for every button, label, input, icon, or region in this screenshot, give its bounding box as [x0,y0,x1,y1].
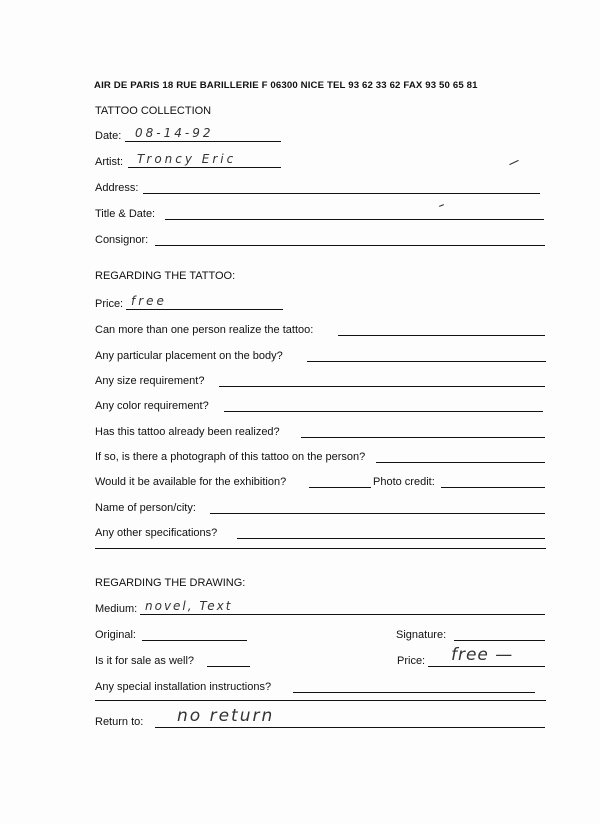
size-label: Any size requirement? [95,375,205,387]
address-label: Address: [95,182,139,194]
other-specs-label: Any other specifications? [95,527,218,539]
drawing-heading: REGARDING THE DRAWING: [95,577,246,589]
drawing-price-value: free — [451,645,514,665]
color-row [95,398,543,414]
tattoo-price-value: free [131,294,167,308]
title-date-field[interactable] [165,219,544,220]
date-value: 08-14-92 [135,126,214,140]
installation-field[interactable] [293,692,535,693]
drawing-price-label: Price: [397,655,426,667]
photograph-field[interactable] [376,462,545,463]
photograph-row [95,449,545,465]
installation-extra-line[interactable] [95,700,546,701]
consignor-label: Consignor: [95,234,149,246]
address-row [95,180,540,196]
photo-credit-field[interactable] [441,487,545,488]
gallery-header: AIR DE PARIS 18 RUE BARILLERIE F 06300 NICE TEL 93 62 33 62 FAX 93 50 65 81 [94,80,478,91]
placement-field[interactable] [307,361,546,362]
photograph-label: If so, is there a photograph of this tattoo on the person? [95,451,366,463]
title-date-row [95,206,544,222]
more-than-one-field[interactable] [338,335,545,336]
title-date-label: Title & Date: [95,208,156,220]
artist-value: Troncy Eric [137,152,237,166]
medium-row [95,601,545,617]
other-specs-row [95,525,545,541]
color-label: Any color requirement? [95,400,209,412]
tattoo-price-row [95,296,285,312]
for-sale-label: Is it for sale as well? [95,655,195,667]
realized-row [95,424,545,440]
placement-row [95,348,546,364]
for-sale-row [95,645,547,669]
form-title: TATTOO COLLECTION [95,105,212,117]
return-to-label: Return to: [95,716,144,728]
signature-field[interactable] [454,640,545,641]
date-row [95,128,285,144]
original-field[interactable] [142,640,247,641]
drawing-price-field[interactable] [428,666,545,667]
original-row [95,627,545,643]
other-specs-field[interactable] [237,538,545,539]
placement-label: Any particular placement on the body? [95,350,283,362]
medium-field[interactable] [140,614,545,615]
more-than-one-label: Can more than one person realize the tattoo: [95,324,314,336]
artist-row [95,154,285,170]
color-field[interactable] [224,411,543,412]
realized-field[interactable] [301,437,545,438]
other-specs-extra-line[interactable] [95,548,546,549]
original-label: Original: [95,629,136,641]
return-to-field[interactable] [155,727,545,728]
installation-label: Any special installation instructions? [95,681,272,693]
medium-label: Medium: [95,603,138,615]
tattoo-heading: REGARDING THE TATTOO: [95,270,236,282]
signature-label: Signature: [396,629,447,641]
consignor-field[interactable] [155,245,545,246]
address-field[interactable] [143,193,540,194]
medium-value: novel, Text [145,599,233,613]
photo-credit-label: Photo credit: [373,476,435,488]
available-label: Would it be available for the exhibition? [95,476,287,488]
artist-label: Artist: [95,156,124,168]
more-than-one-row [95,322,545,338]
realized-label: Has this tattoo already been realized? [95,426,280,438]
date-field[interactable] [125,141,281,142]
name-city-row [95,500,545,516]
consignor-row [95,232,545,248]
artist-field[interactable] [128,167,281,168]
tattoo-price-label: Price: [95,298,124,310]
installation-row [95,679,535,695]
return-to-row [95,706,545,730]
date-label: Date: [95,130,122,142]
for-sale-field[interactable] [207,666,250,667]
return-to-value: no return [177,706,275,726]
name-city-field[interactable] [210,513,545,514]
stray-pen-mark [509,160,518,165]
available-field[interactable] [309,487,371,488]
name-city-label: Name of person/city: [95,502,196,514]
tattoo-price-field[interactable] [126,309,283,310]
size-field[interactable] [219,386,545,387]
available-row [95,474,545,490]
size-row [95,373,545,389]
